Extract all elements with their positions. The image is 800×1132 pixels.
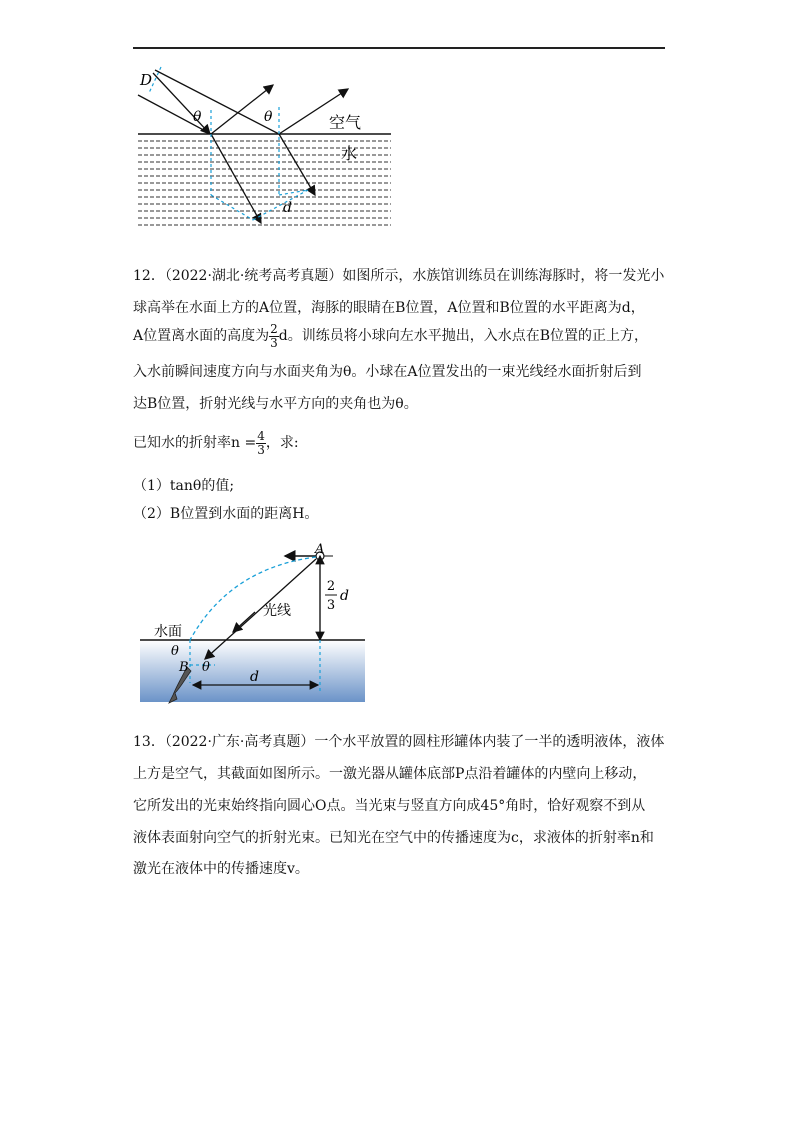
fraction-denominator: 3 [257,442,265,457]
label-theta-right: θ [264,109,273,125]
q13-line1: 13．（2022·广东·高考真题）一个水平放置的圆柱形罐体内装了一半的透明液体，液体 [133,734,665,750]
fraction-numerator: 2 [270,321,278,336]
q12-line5: 达B位置，折射光线与水平方向的夹角也为θ。 [133,396,418,412]
label-air: 空气 [329,113,362,132]
label-D: D [140,71,153,89]
height-frac-den: 3 [326,598,336,613]
label-A: A [315,543,325,557]
label-d: d [250,669,259,685]
q13-line5: 激光在液体中的传播速度v。 [133,861,309,877]
header-rule [133,47,665,49]
label-theta-left: θ [193,109,202,125]
height-frac-d: d [340,588,349,604]
refracted-ray-2 [279,134,315,195]
label-d: d [283,200,292,216]
q12-line4: 入水前瞬间速度方向与水面夹角为θ。小球在A位置发出的一束光线经水面折射后到 [133,364,642,380]
q12-sub2: （2）B位置到水面的距离H。 [133,506,319,522]
fraction-numerator: 4 [257,428,265,443]
label-theta-1: θ [171,644,179,659]
q12-refractive-index-fraction [256,430,266,457]
q12-sub1: （1）tanθ的值; [133,478,235,494]
label-B: B [179,660,189,675]
q12-line6-pre: 已知水的折射率n = [133,435,257,451]
incident-ray-2 [155,70,279,134]
q13-line3: 它所发出的光束始终指向圆心O点。当光束与竖直方向成45°角时，恰好观察不到从 [133,798,646,814]
q12-line3-pre: A位置离水面的高度为 [133,328,270,344]
light-ray-arrow [233,612,255,632]
label-surface: 水面 [154,624,182,640]
fraction-denominator: 3 [270,335,278,350]
q12-line3-post: d。训练员将小球向左水平抛出，入水点在B位置的正上方， [278,328,649,344]
q13-line2: 上方是空气，其截面如图所示。一激光器从罐体底部P点沿着罐体的内壁向上移动， [133,766,647,782]
label-water: 水 [341,144,358,163]
q12-height-fraction [269,323,279,350]
height-frac-num: 2 [326,579,336,594]
q13-line4: 液体表面射向空气的折射光束。已知光在空气中的传播速度为c，求液体的折射率n和 [133,830,654,846]
ball-trajectory [190,557,316,640]
q12-line6 [133,429,668,457]
incident-ray-1 [153,73,210,134]
q12-line1: 12．（2022·湖北·统考高考真题）如图所示，水族馆训练员在训练海豚时，将一发光小 [133,268,665,284]
label-ray: 光线 [263,603,291,619]
figure-refraction-diagram [133,55,398,230]
figure-dolphin-diagram [135,543,370,708]
label-theta-2: θ [202,660,210,675]
q12-line6-post: ，求: [265,435,299,451]
refracted-ray-1 [211,134,261,223]
q12-line3 [133,322,668,350]
q12-line2: 球高举在水面上方的A位置，海豚的眼睛在B位置，A位置和B位置的水平距离为d， [133,300,645,316]
